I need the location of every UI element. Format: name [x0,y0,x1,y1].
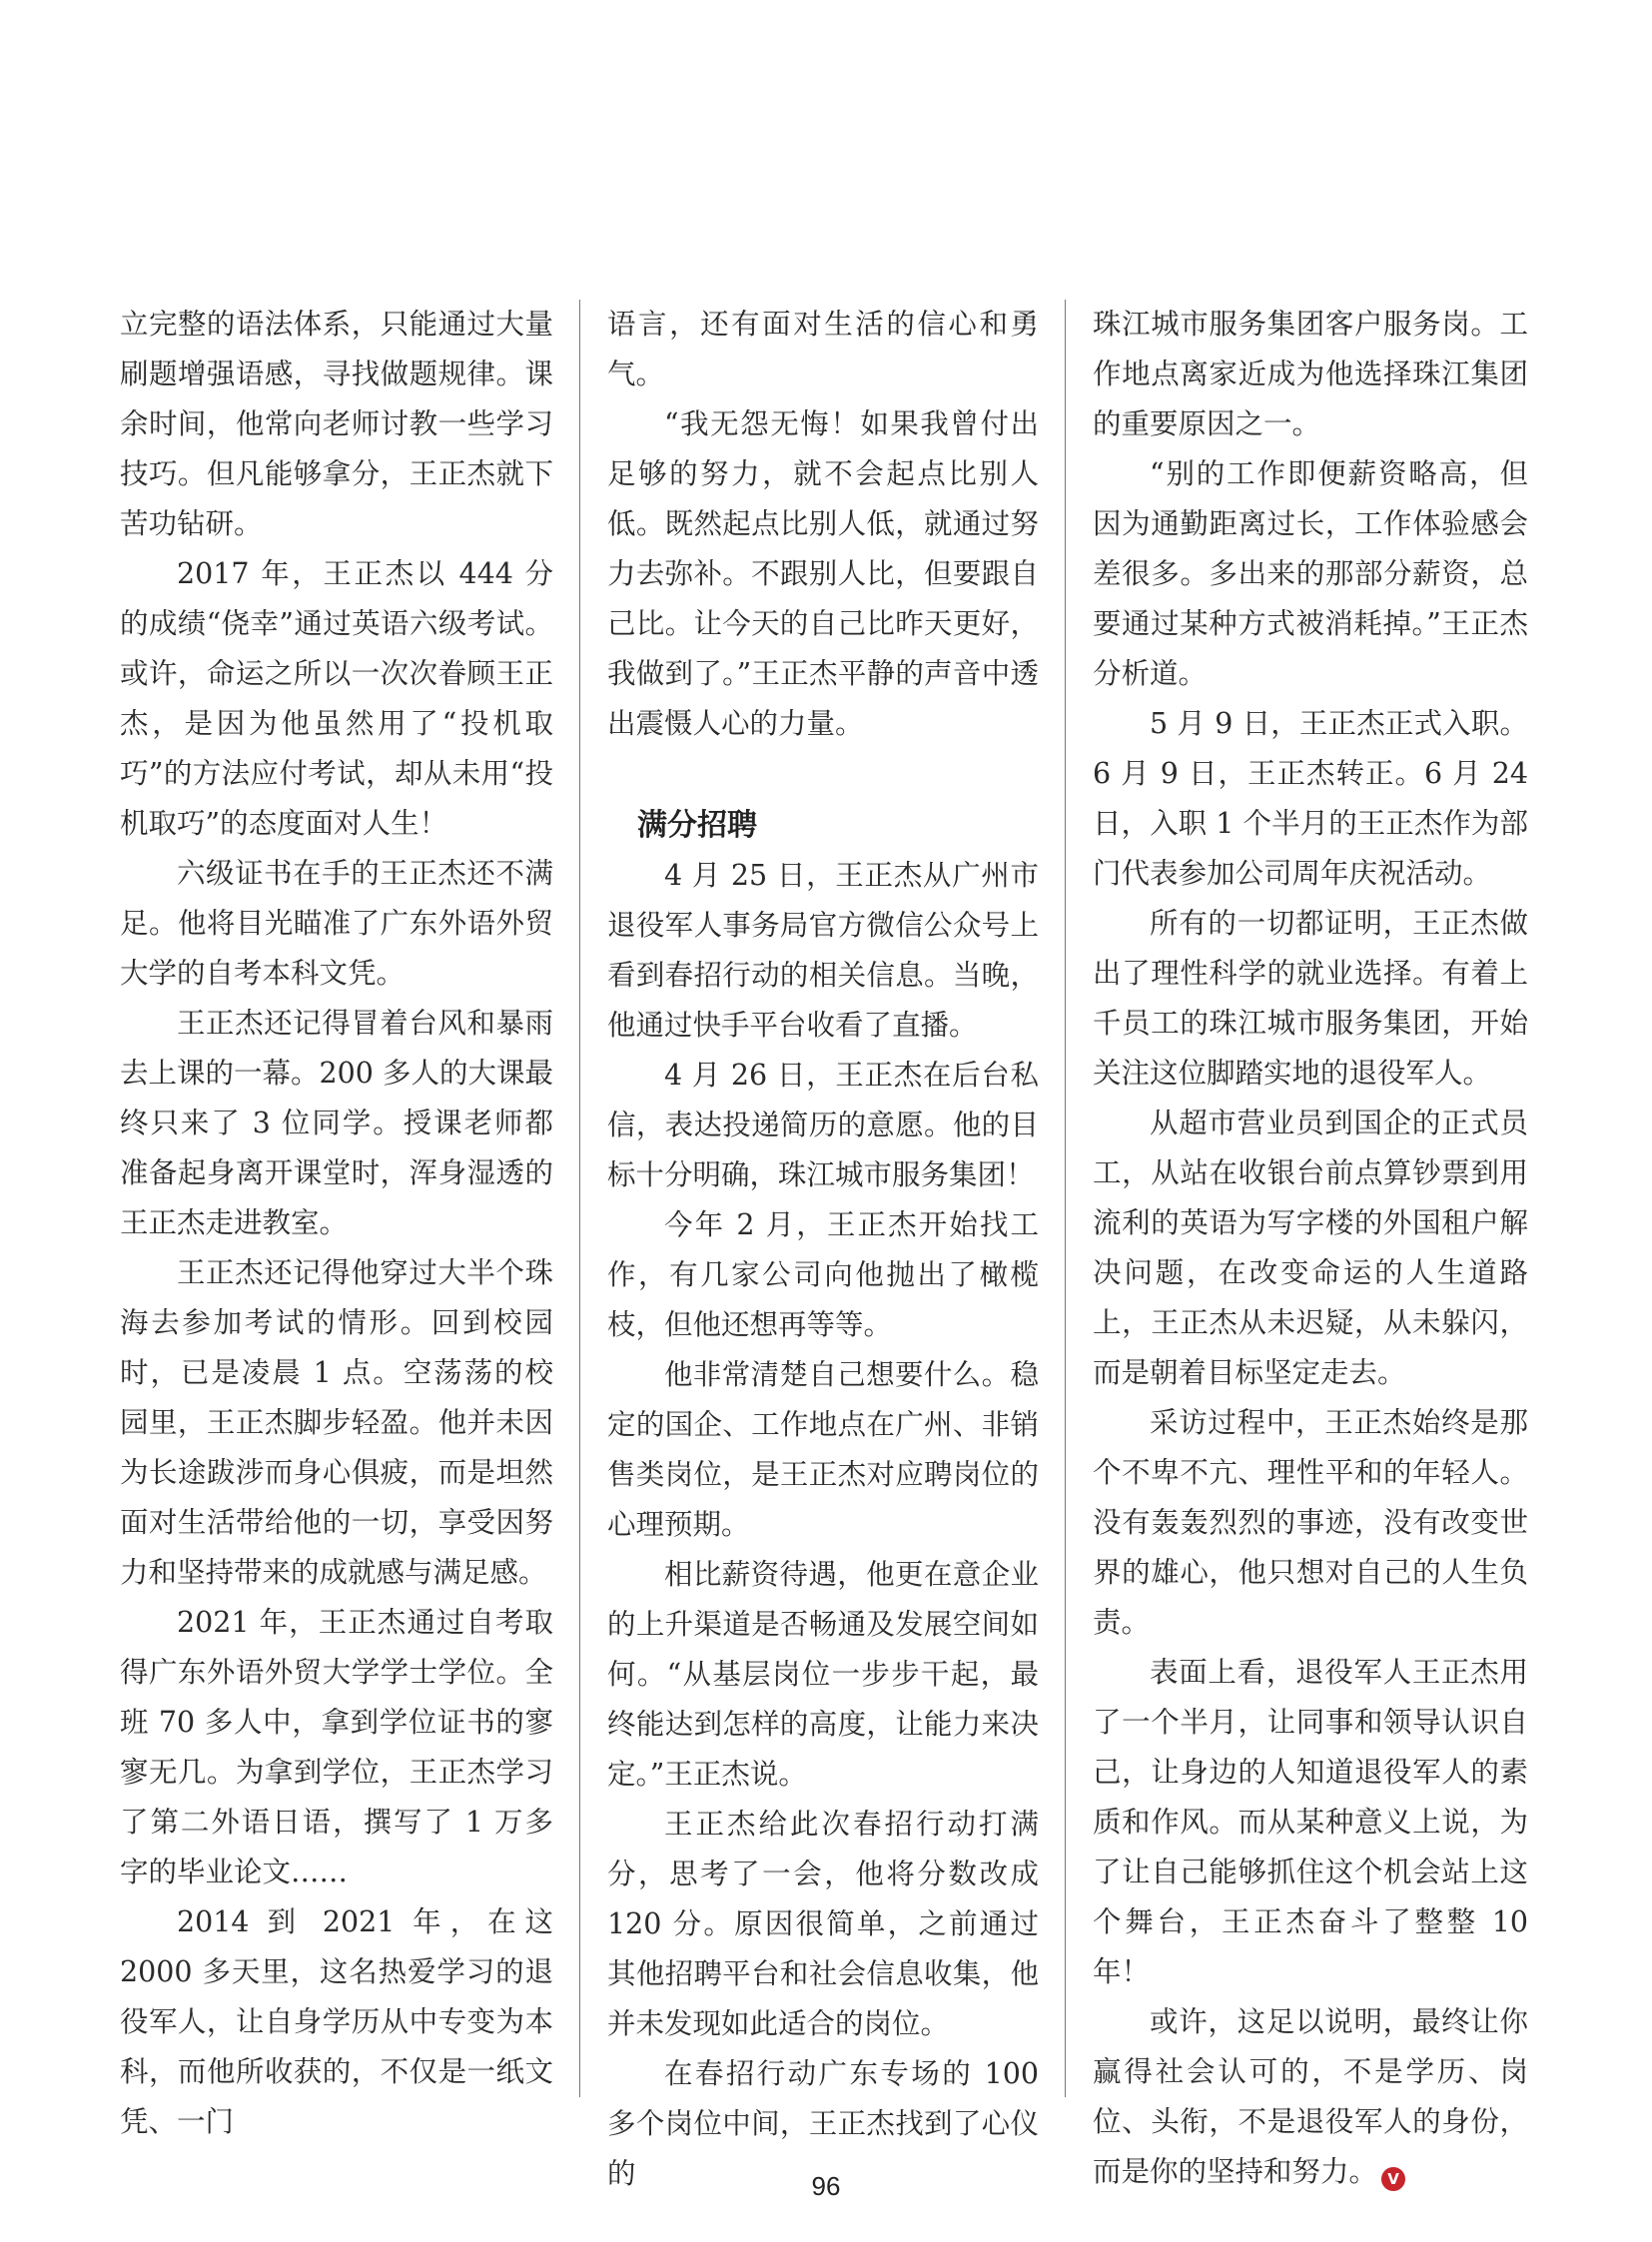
paragraph: 从超市营业员到国企的正式员工，从站在收银台前点算钞票到用流利的英语为写字楼的外国租户解决问题，在改变命运的人生道路上，王正杰从未迟疑，从未躲闪，而是朝着目标坚定走去。 [1093,1107,1528,1389]
paragraph: 王正杰给此次春招行动打满分，思考了一会，他将分数改成 120 分。原因很简单，之前通过其他招聘平台和社会信息收集，他并未发现如此适合的岗位。 [607,1808,1039,2040]
paragraph: 今年 2 月，王正杰开始找工作，有几家公司向他抛出了橄榄枝，但他还想再等等。 [607,1208,1039,1341]
paragraph: 2021 年，王正杰通过自考取得广东外语外贸大学学士学位。全班 70 多人中，拿到学位证书的寥寥无几。为拿到学位，王正杰学习了第二外语日语，撰写了 1 万多字的毕业论文…… [120,1606,553,1888]
paragraph: 在春招行动广东专场的 100 多个岗位中间，王正杰找到了心仪的 [607,2057,1039,2190]
page-number: 96 [811,2171,841,2201]
paragraph: 2017 年，王正杰以 444 分的成绩“侥幸”通过英语六级考试。或许，命运之所以一次次眷顾王正杰，是因为他虽然用了“投机取巧”的方法应付考试，却从未用“投机取巧”的态度面对人生！ [120,557,553,840]
paragraph: 表面上看，退役军人王正杰用了一个半月，让同事和领导认识自己，让身边的人知道退役军人的素质和作风。而从某种意义上说，为了让自己能够抓住这个机会站上这个舞台，王正杰奋斗了整整 10 年！ [1093,1656,1528,1988]
paragraph: 4 月 26 日，王正杰在后台私信，表达投递简历的意愿。他的目标十分明确，珠江城市服务集团！ [607,1059,1039,1191]
section-heading: 满分招聘 [637,808,757,843]
text-column-3 [1093,300,1528,2197]
paragraph: 六级证书在手的王正杰还不满足。他将目光瞄准了广东外语外贸大学的自考本科文凭。 [120,857,553,990]
paragraph: 王正杰还记得他穿过大半个珠海去参加考试的情形。回到校园时，已是凌晨 1 点。空荡荡的校园里，王正杰脚步轻盈。他并未因为长途跋涉而身心俱疲，而是坦然面对生活带给他的一切，享受因努力和坚持带来的成就感与满足感。 [120,1256,553,1589]
end-of-article-icon: V [1381,2167,1405,2191]
paragraph: 王正杰还记得冒着台风和暴雨去上课的一幕。200 多人的大课最终只来了 3 位同学。授课老师都准备起身离开课堂时，浑身湿透的王正杰走进教室。 [120,1007,553,1239]
paragraph [1093,1997,1528,2197]
text-column-1 [120,300,553,2147]
paragraph: 所有的一切都证明，王正杰做出了理性科学的就业选择。有着上千员工的珠江城市服务集团，开始关注这位脚踏实地的退役军人。 [1093,907,1528,1090]
paragraph: “别的工作即便薪资略高，但因为通勤距离过长，工作体验感会差很多。多出来的那部分薪资，总要通过某种方式被消耗掉。”王正杰分析道。 [1093,457,1528,690]
paragraph: 相比薪资待遇，他更在意企业的上升渠道是否畅通及发展空间如何。“从基层岗位一步步干起，最终能达到怎样的高度，让能力来决定。”王正杰说。 [607,1558,1039,1791]
column-divider-left [579,300,580,2097]
paragraph: 2014 到 2021 年，在这 2000 多天里，这名热爱学习的退役军人，让自身学历从中专变为本科，而他所收获的，不仅是一纸文凭、一门 [120,1905,553,2138]
paragraph: 5 月 9 日，王正杰正式入职。6 月 9 日，王正杰转正。6 月 24 日，入职 1 个半月的王正杰作为部门代表参加公司周年庆祝活动。 [1093,707,1528,890]
paragraph: 4 月 25 日，王正杰从广州市退役军人事务局官方微信公众号上看到春招行动的相关信息。当晚，他通过快手平台收看了直播。 [607,859,1039,1042]
paragraph: 立完整的语法体系，只能通过大量刷题增强语感，寻找做题规律。课余时间，他常向老师讨教一些学习技巧。但凡能够拿分，王正杰就下苦功钻研。 [120,308,553,540]
paragraph-text: 或许，这足以说明，最终让你赢得社会认可的，不是学历、岗位、头衔，不是退役军人的身份，而是你的坚持和努力。 [1093,2005,1528,2188]
paragraph: 珠江城市服务集团客户服务岗。工作地点离家近成为他选择珠江集团的重要原因之一。 [1093,308,1528,440]
paragraph: 他非常清楚自己想要什么。稳定的国企、工作地点在广州、非销售类岗位，是王正杰对应聘岗位的心理预期。 [607,1358,1039,1541]
column-divider-right [1065,300,1066,2097]
paragraph: 语言，还有面对生活的信心和勇气。 [607,308,1039,390]
paragraph: “我无怨无悔！如果我曾付出足够的努力，就不会起点比别人低。既然起点比别人低，就通过努力去弥补。不跟别人比，但要跟自己比。让今天的自己比昨天更好，我做到了。”王正杰平静的声音中透出震慑人心的力量。 [607,407,1039,740]
text-column-2 [607,300,1039,2199]
paragraph: 采访过程中，王正杰始终是那个不卑不亢、理性平和的年轻人。没有轰轰烈烈的事迹，没有改变世界的雄心，他只想对自己的人生负责。 [1093,1406,1528,1639]
